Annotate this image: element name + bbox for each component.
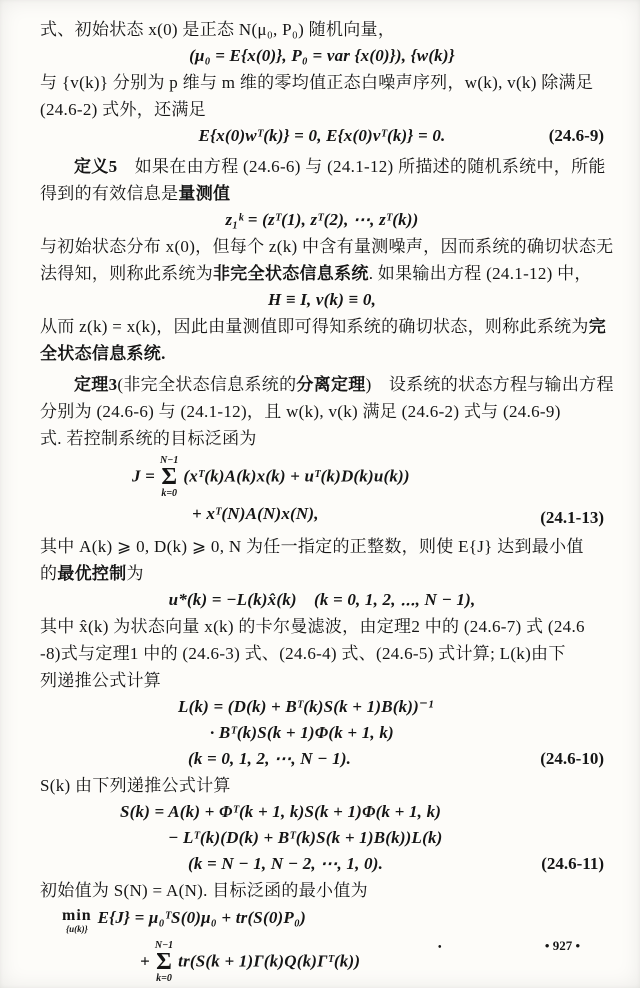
body-text: (24.6-2) 式外，还满足 xyxy=(40,100,206,119)
equation-h-identity xyxy=(40,287,604,313)
text-line xyxy=(40,533,604,560)
text-line-definition5 xyxy=(40,153,604,180)
body-text: 列递推公式计算 xyxy=(40,670,162,690)
equation-min-cost-line1 xyxy=(40,908,604,934)
min-word: min xyxy=(62,906,92,924)
text-line xyxy=(40,16,604,43)
equation-cost-functional-line1 xyxy=(40,456,604,499)
text-line xyxy=(40,398,604,425)
page-number: • 927 • xyxy=(544,938,580,953)
equation-cost-functional-line2 xyxy=(40,499,604,529)
equation-text: L(k) = (D(k) + Bᵀ(k)S(k + 1)B(k))⁻¹ xyxy=(178,696,434,716)
text-line xyxy=(40,180,604,207)
equation-text: + xyxy=(140,951,150,971)
equation-text: (k = N − 1, N − 2, ⋯, 1, 0). xyxy=(188,853,384,873)
body-text: 与 {v(k)} 分别为 p 维与 m 维的零均值正态白噪声序列，w(k), v(k) 除满足 xyxy=(40,73,594,92)
equation-riccati-line2 xyxy=(40,825,604,851)
equation-text: S(k) = A(k) + Φᵀ(k + 1, k)S(k + 1)Φ(k + 1, k) xyxy=(120,801,442,821)
min-subscript: {u(k)} xyxy=(65,923,88,934)
equation-text: u*(k) = −L(k)x̂(k) (k = 0, 1, 2, ⋯, N − 1), xyxy=(168,589,476,609)
equation-text: − Lᵀ(k)(D(k) + Bᵀ(k)S(k + 1)B(k))L(k) xyxy=(168,827,443,847)
sum-upper-limit: N−1 xyxy=(160,455,179,466)
equation-measurement-vector xyxy=(40,207,604,233)
sum-upper-limit: N−1 xyxy=(154,940,174,952)
equation-number: (24.6-11) xyxy=(541,853,604,873)
body-text: 初始值为 S(N) = A(N). 目标泛函的最小值为 xyxy=(40,880,368,900)
equation-optimal-control xyxy=(40,587,604,613)
sum-lower-limit: k=0 xyxy=(156,972,172,984)
text-line xyxy=(40,96,604,123)
body-text-bold: 完 xyxy=(588,317,607,336)
body-text: S(k) 由下列递推公式计算 xyxy=(40,775,231,795)
text-line xyxy=(40,640,604,667)
equation-min-cost-line2 xyxy=(40,941,604,984)
equation-gain-line1 xyxy=(40,694,604,720)
body-text: 其中 x̂(k) 为状态向量 x(k) 的卡尔曼滤波，由定理2 中的 (24.6-7) 式 (24.6 xyxy=(40,616,585,636)
equation-text: J = xyxy=(132,466,156,486)
definition-label: 定义5 xyxy=(74,157,118,176)
text-line xyxy=(40,340,604,367)
text-line-theorem3 xyxy=(40,371,614,398)
body-text: 其中 A(k) ⩾ 0, D(k) ⩾ 0, N 为任一指定的正整数，则使 E{J} 达到最小值 xyxy=(40,536,584,556)
text-line xyxy=(40,260,604,287)
theorem-label: 定理3 xyxy=(74,375,118,394)
body-text-bold: 量测值 xyxy=(178,184,231,203)
body-text: . 如果输出方程 (24.1-12) 中， xyxy=(368,264,592,283)
equation-gain-line2 xyxy=(40,720,604,746)
equation-text: tr(S(k + 1)Γ(k)Q(k)Γᵀ(k)) xyxy=(178,951,361,971)
body-text: (非完全状态信息系统的 xyxy=(117,375,297,394)
equation-orthogonality xyxy=(40,123,604,149)
sigma-icon: Σ xyxy=(156,949,172,976)
equation-text: (k = 0, 1, 2, ⋯, N − 1). xyxy=(188,748,352,768)
text-line xyxy=(40,560,604,587)
equation-text: E{J} = μ₀ᵀS(0)μ₀ + tr(S(0)P₀) xyxy=(97,907,306,927)
body-text: 式、初始状态 x(0) 是正态 N(μ₀, P₀) 随机向量， xyxy=(40,20,396,39)
equation-text: (xᵀ(k)A(k)x(k) + uᵀ(k)D(k)u(k)) xyxy=(183,466,410,486)
body-text: 得到的有效信息是 xyxy=(40,184,179,203)
body-text: 与初始状态分布 x(0)，但每个 z(k) 中含有量测噪声，因而系统的确切状态无 xyxy=(40,237,614,256)
equation-text: (μ₀ = E{x(0)}, P₀ = var {x(0)}), {w(k)} xyxy=(189,46,455,65)
equation-text: H ≡ I, v(k) ≡ 0, xyxy=(267,290,377,309)
text-line xyxy=(40,313,607,340)
text-line xyxy=(40,233,614,260)
body-text: 的 xyxy=(40,563,58,583)
equation-text: E{x(0)wᵀ(k)} = 0, E{x(0)vᵀ(k)} = 0. xyxy=(198,126,446,145)
body-text: 为 xyxy=(126,563,144,583)
body-text: -8)式与定理1 中的 (24.6-3) 式、(24.6-4) 式、(24.6-5) 式计算; L(k)由下 xyxy=(40,643,566,663)
body-text: 从而 z(k) = x(k)，因此由量测值即可得知系统的确切状态，则称此系统为 xyxy=(40,317,589,336)
body-text-bold: 最优控制 xyxy=(57,563,127,583)
body-text-bold: 分离定理 xyxy=(296,375,366,394)
equation-text: z₁ᵏ = (zᵀ(1), zᵀ(2), ⋯, zᵀ(k)) xyxy=(225,210,419,229)
text-line xyxy=(40,69,604,96)
body-text-bold: 非完全状态信息系统 xyxy=(213,264,369,283)
min-operator xyxy=(62,908,92,934)
body-text-bold: 全状态信息系统. xyxy=(40,344,166,363)
body-text: 如果在由方程 (24.6-6) 与 (24.1-12) 所描述的随机系统中，所能 xyxy=(117,157,606,176)
ink-speck: • xyxy=(438,942,442,953)
summation-symbol xyxy=(160,456,178,499)
equation-number: (24.6-9) xyxy=(548,126,604,145)
body-text: 式. 若控制系统的目标泛函为 xyxy=(40,429,257,448)
sigma-icon: Σ xyxy=(161,464,178,490)
body-text: 法得知，则称此系统为 xyxy=(40,264,213,283)
text-line xyxy=(40,772,604,799)
equation-number: (24.1-13) xyxy=(540,507,604,527)
equation-number: (24.6-10) xyxy=(540,748,604,768)
equation-riccati-line1 xyxy=(40,799,604,825)
text-line xyxy=(40,425,604,452)
text-line xyxy=(40,877,604,904)
text-line xyxy=(40,667,604,694)
sum-lower-limit: k=0 xyxy=(161,487,178,499)
body-text: ) 设系统的状态方程与输出方程 xyxy=(365,375,614,394)
body-text: 分别为 (24.6-6) 与 (24.1-12)，且 w(k), v(k) 满足 (24.6-2) 式与 (24.6-9) xyxy=(40,402,561,421)
equation-riccati-line3 xyxy=(40,851,604,877)
summation-symbol xyxy=(155,941,173,984)
equation-text: + xᵀ(N)A(N)x(N), xyxy=(192,503,319,523)
equation-text: · Bᵀ(k)S(k + 1)Φ(k + 1, k) xyxy=(210,722,394,742)
text-line xyxy=(40,613,604,640)
equation-gain-line3 xyxy=(40,746,604,772)
equation-mu-p xyxy=(40,43,604,69)
